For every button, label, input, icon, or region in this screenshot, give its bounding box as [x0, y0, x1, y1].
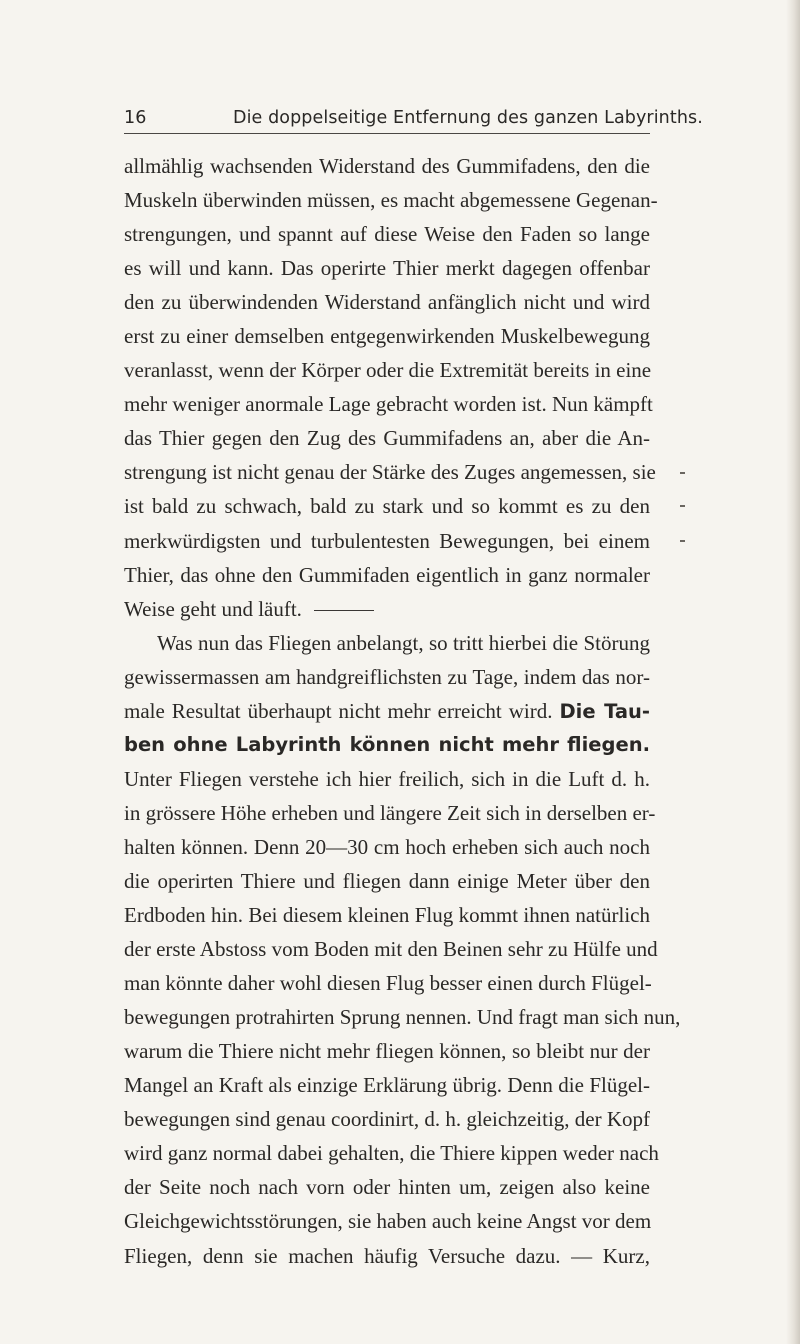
text-line: Was nun das Fliegen anbelangt, so tritt hierbei die Störung: [157, 630, 650, 655]
text-line: man könnte daher wohl diesen Flug besser einen durch Flügel-: [124, 971, 652, 996]
text-line: der Seite noch nach vorn oder hinten um, zeigen also keine: [124, 1175, 650, 1200]
text-line: Fliegen, denn sie machen häufig Versuche dazu. — Kurz,: [124, 1243, 650, 1268]
header-rule: [124, 133, 650, 134]
text-line: den zu überwindenden Widerstand anfänglich nicht und wird: [124, 290, 650, 315]
margin-mark: [680, 540, 685, 542]
running-title: Die doppelseitige Entfernung des ganzen Labyrinths.: [233, 108, 703, 128]
text-line: merkwürdigsten und turbulentesten Bewegungen, bei einem: [124, 528, 650, 553]
text-line: Mangel an Kraft als einzige Erklärung übrig. Denn die Flügel-: [124, 1073, 650, 1098]
margin-mark: [680, 505, 685, 507]
text-line: in grössere Höhe erheben und längere Zeit sich in derselben er-: [124, 800, 656, 825]
text-line: bewegungen protrahirten Sprung nennen. Und fragt man sich nun,: [124, 1005, 681, 1030]
text-line: halten können. Denn 20—30 cm hoch erheben sich auch noch: [124, 834, 650, 859]
page-number: 16: [124, 108, 147, 128]
text-line: warum die Thiere nicht mehr fliegen können, so bleibt nur der: [124, 1039, 650, 1064]
text-line: Unter Fliegen verstehe ich hier freilich, sich in die Luft d. h.: [124, 766, 650, 791]
text-line: Thier, das ohne den Gummifaden eigentlich in ganz normaler: [124, 562, 650, 587]
text-line: wird ganz normal dabei gehalten, die Thiere kippen weder nach: [124, 1141, 659, 1166]
paragraph-end-line: [124, 592, 650, 626]
body-text: [124, 149, 681, 1273]
text-line: Muskeln überwinden müssen, es macht abgemessene Gegenan-: [124, 188, 658, 213]
text-line: es will und kann. Das operirte Thier merkt dagegen offenbar: [124, 256, 650, 281]
text-line: erst zu einer demselben entgegenwirkenden Muskelbewegung: [124, 324, 650, 349]
text-line: Gleichgewichtsstörungen, sie haben auch keine Angst vor dem: [124, 1209, 652, 1234]
text-line: die operirten Thiere und fliegen dann einige Meter über den: [124, 868, 650, 893]
text-line: mehr weniger anormale Lage gebracht worden ist. Nun kämpft: [124, 392, 653, 417]
margin-mark: [680, 472, 685, 474]
text-line: gewissermassen am handgreiflichsten zu Tage, indem das nor-: [124, 664, 650, 689]
text-fragment: male Resultat überhaupt nicht mehr erreicht wird.: [124, 698, 553, 723]
emphasis-text: Die Tau-: [559, 699, 651, 723]
text-line: strengungen, und spannt auf diese Weise den Faden so lange: [124, 222, 650, 247]
text-line-with-emphasis: [124, 694, 650, 728]
text-line: das Thier gegen den Zug des Gummifadens an, aber die An-: [124, 426, 650, 451]
text-line: Erdboden hin. Bei diesem kleinen Flug kommt ihnen natürlich: [124, 903, 650, 928]
text-line: bewegungen sind genau coordinirt, d. h. gleichzeitig, der Kopf: [124, 1107, 651, 1132]
text-line: der erste Abstoss vom Boden mit den Beinen sehr zu Hülfe und: [124, 937, 658, 962]
text-line: allmählig wachsenden Widerstand des Gummifadens, den die: [124, 154, 650, 178]
section-dash: [314, 610, 374, 611]
emphasis-line: ben ohne Labyrinth können nicht mehr fliegen.: [124, 732, 650, 756]
text-line: ist bald zu schwach, bald zu stark und so kommt es zu den: [124, 494, 650, 519]
running-head: [124, 105, 703, 131]
text-fragment: Weise geht und läuft.: [124, 596, 302, 621]
page-edge-shadow: [786, 0, 800, 1344]
text-line: strengung ist nicht genau der Stärke des Zuges angemessen, sie: [124, 460, 656, 485]
text-line: veranlasst, wenn der Körper oder die Extremität bereits in eine: [124, 358, 652, 383]
